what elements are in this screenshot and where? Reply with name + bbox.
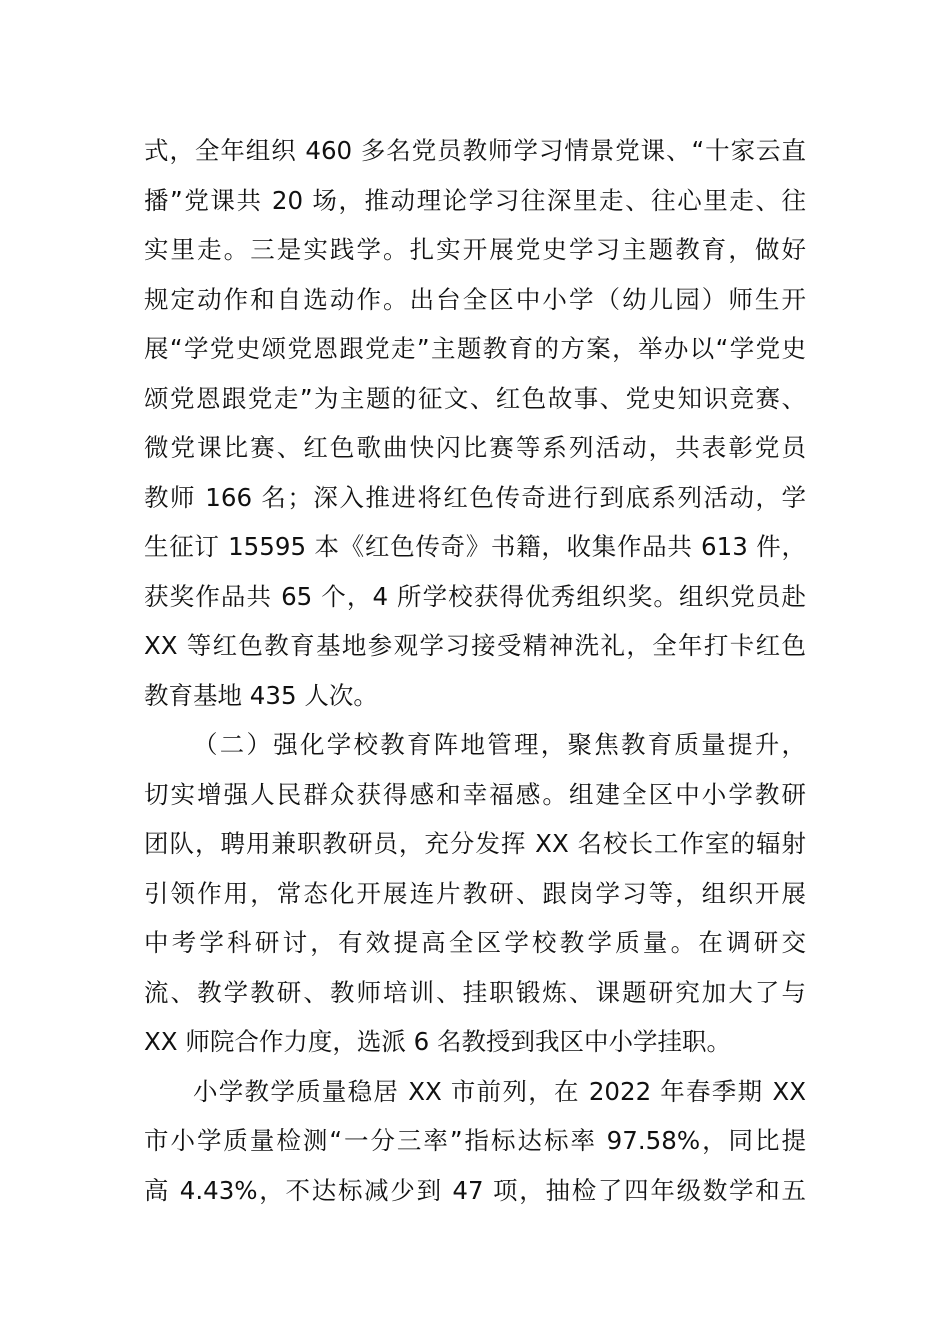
text-line: 播”党课共 20 场，推动理论学习往深里走、往心里走、往 xyxy=(144,185,806,215)
text-line: 引领作用，常态化开展连片教研、跟岗学习等，组织开展 xyxy=(144,878,806,908)
text-line: 教师 166 名；深入推进将红色传奇进行到底系列活动，学 xyxy=(144,482,806,512)
text-line: 团队，聘用兼职教研员，充分发挥 XX 名校长工作室的辐射 xyxy=(144,829,806,858)
text-line: 切实增强人民群众获得感和幸福感。组建全区中小学教研 xyxy=(144,779,806,809)
text-line: 展“学党史颂党恩跟党走”主题教育的方案，举办以“学党史 xyxy=(144,334,806,363)
text-line: 微党课比赛、红色歌曲快闪比赛等系列活动，共表彰党员 xyxy=(144,433,806,462)
paragraph xyxy=(144,1067,806,1216)
text-line: （二）强化学校教育阵地管理，聚焦教育质量提升， xyxy=(193,730,806,759)
text-line: 市小学质量检测“一分三率”指标达标率 97.58%，同比提 xyxy=(144,1126,806,1155)
text-line: 教育基地 435 人次。 xyxy=(144,680,378,710)
text-line: 式，全年组织 460 多名党员教师学习情景党课、“十家云直 xyxy=(144,136,806,165)
text-line: 高 4.43%，不达标减少到 47 项，抽检了四年级数学和五 xyxy=(144,1175,806,1205)
text-line: XX 师院合作力度，选派 6 名教授到我区中小学挂职。 xyxy=(144,1027,732,1056)
text-line: 生征订 15595 本《红色传奇》书籍，收集作品共 613 件， xyxy=(144,532,806,561)
paragraph xyxy=(144,720,806,1067)
text-line: 实里走。三是实践学。扎实开展党史学习主题教育，做好 xyxy=(144,235,806,264)
text-line: 获奖作品共 65 个，4 所学校获得优秀组织奖。组织党员赴 xyxy=(144,581,806,611)
text-line: 流、教学教研、教师培训、挂职锻炼、课题研究加大了与 xyxy=(144,977,806,1007)
text-line: XX 等红色教育基地参观学习接受精神洗礼，全年打卡红色 xyxy=(144,631,806,660)
text-line: 颂党恩跟党走”为主题的征文、红色故事、党史知识竞赛、 xyxy=(144,383,806,413)
document-body xyxy=(144,126,806,1215)
text-line: 规定动作和自选动作。出台全区中小学（幼儿园）师生开 xyxy=(144,284,806,314)
text-line: 小学教学质量稳居 XX 市前列，在 2022 年春季期 XX xyxy=(193,1076,806,1106)
text-line: 中考学科研讨，有效提高全区学校教学质量。在调研交 xyxy=(144,928,806,957)
paragraph xyxy=(144,126,806,720)
